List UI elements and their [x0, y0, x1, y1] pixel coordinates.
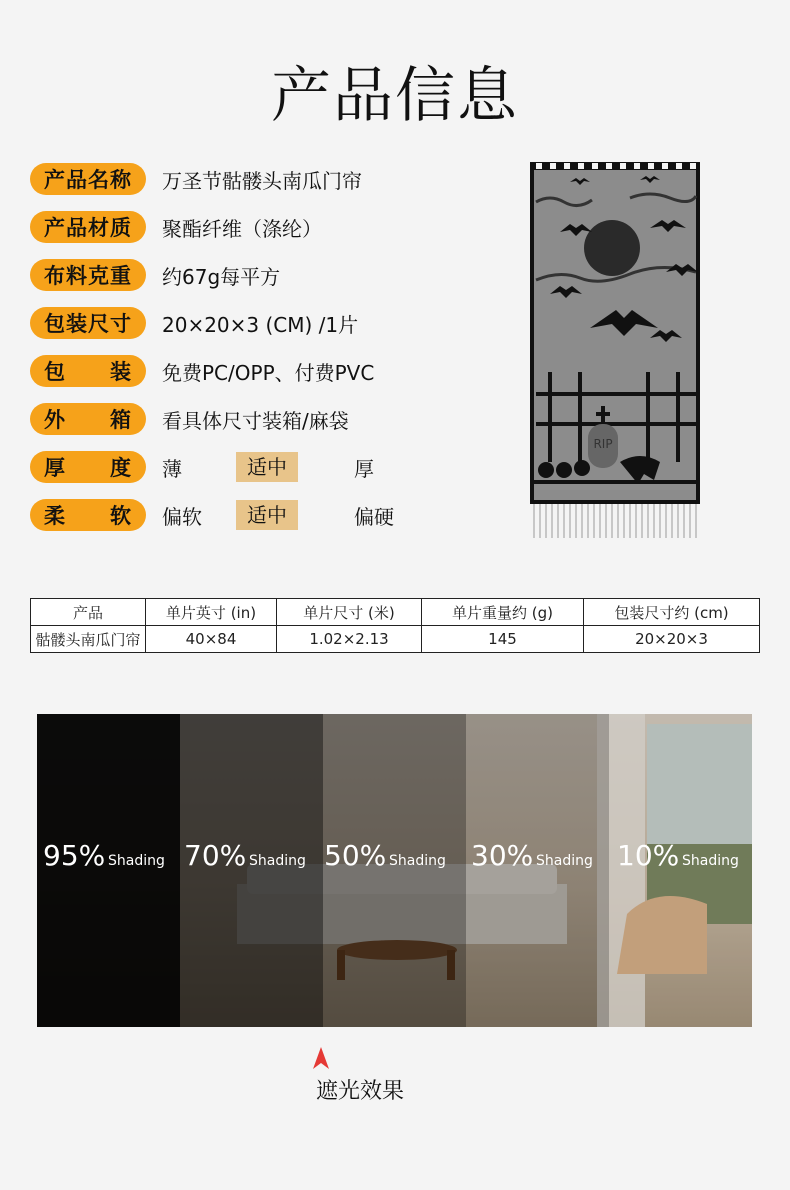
spec-row-material: [30, 210, 322, 244]
spec-label: 包装尺寸: [30, 307, 146, 339]
scale-option: 薄: [162, 456, 182, 481]
table-row: [31, 626, 760, 653]
scale-option: 厚: [354, 456, 374, 481]
spec-label: 布料克重: [30, 259, 146, 291]
shading-percent: 95%: [43, 839, 106, 872]
spec-label-char: 箱: [110, 408, 132, 432]
table-cell: 1.02×2.13: [277, 626, 422, 653]
curtain-product-image: [530, 162, 700, 538]
table-cell: 40×84: [146, 626, 277, 653]
arrow-up-icon: [313, 1047, 329, 1069]
shading-word: Shading: [108, 853, 165, 869]
spec-value: 20×20×3 (CM) /1片: [162, 312, 359, 337]
table-header: 单片尺寸 (米): [277, 599, 422, 626]
scale-label-char: 厚: [44, 456, 66, 480]
table-header: 单片重量约 (g): [422, 599, 584, 626]
scale-row-thickness: [30, 450, 374, 484]
table-header: 产品: [31, 599, 146, 626]
scale-label-char: 度: [110, 456, 132, 480]
scale-label-char: 柔: [44, 504, 66, 528]
scale-row-softness: [30, 498, 394, 532]
shading-percent: 50%: [324, 839, 387, 872]
spec-label-char: 包: [44, 360, 66, 384]
shading-word: Shading: [389, 853, 446, 869]
spec-label: 产品材质: [30, 211, 146, 243]
spec-row-packing: [30, 354, 374, 388]
spec-label: 产品名称: [30, 163, 146, 195]
page-title: 产品信息: [271, 61, 519, 131]
scale-label-char: 软: [110, 504, 132, 528]
shading-caption: 遮光效果: [315, 1079, 404, 1104]
table-header: 包装尺寸约 (cm): [584, 599, 760, 626]
tombstone-text: RIP: [593, 437, 613, 451]
scale-option-selected: 适中: [236, 452, 298, 482]
scale-option: 偏硬: [354, 504, 394, 529]
scale-label: [30, 451, 146, 483]
spec-value: 聚酯纤维（涤纶）: [162, 216, 322, 241]
scale-label: [30, 499, 146, 531]
size-table: [30, 598, 760, 653]
spec-label: [30, 403, 146, 435]
scale-option-selected: 适中: [236, 500, 298, 530]
spec-row-package-size: [30, 306, 358, 340]
softness-scale: [162, 500, 394, 530]
spec-value: 看具体尺寸装箱/麻袋: [162, 408, 349, 433]
table-cell: 骷髅头南瓜门帘: [31, 626, 146, 653]
spec-label-char: 外: [44, 408, 66, 432]
spec-label-char: 装: [110, 360, 132, 384]
spec-row-name: [30, 162, 362, 196]
shading-percent: 10%: [617, 839, 680, 872]
scale-option: 偏软: [162, 504, 202, 529]
thickness-scale: [162, 452, 374, 482]
spec-value: 万圣节骷髅头南瓜门帘: [162, 168, 362, 193]
shading-percent: 70%: [184, 839, 247, 872]
shading-word: Shading: [249, 853, 306, 869]
spec-value: 免费PC/OPP、付费PVC: [162, 360, 375, 385]
table-cell: 20×20×3: [584, 626, 760, 653]
shading-word: Shading: [682, 853, 739, 869]
shading-word: Shading: [536, 853, 593, 869]
table-header-row: [31, 599, 760, 626]
spec-row-box: [30, 402, 349, 436]
table-header: 单片英寸 (in): [146, 599, 277, 626]
shading-comparison-image: [37, 714, 752, 1027]
spec-value: 约67g每平方: [162, 264, 281, 289]
table-cell: 145: [422, 626, 584, 653]
shading-percent: 30%: [471, 839, 534, 872]
spec-label: [30, 355, 146, 387]
spec-row-weight: [30, 258, 280, 292]
